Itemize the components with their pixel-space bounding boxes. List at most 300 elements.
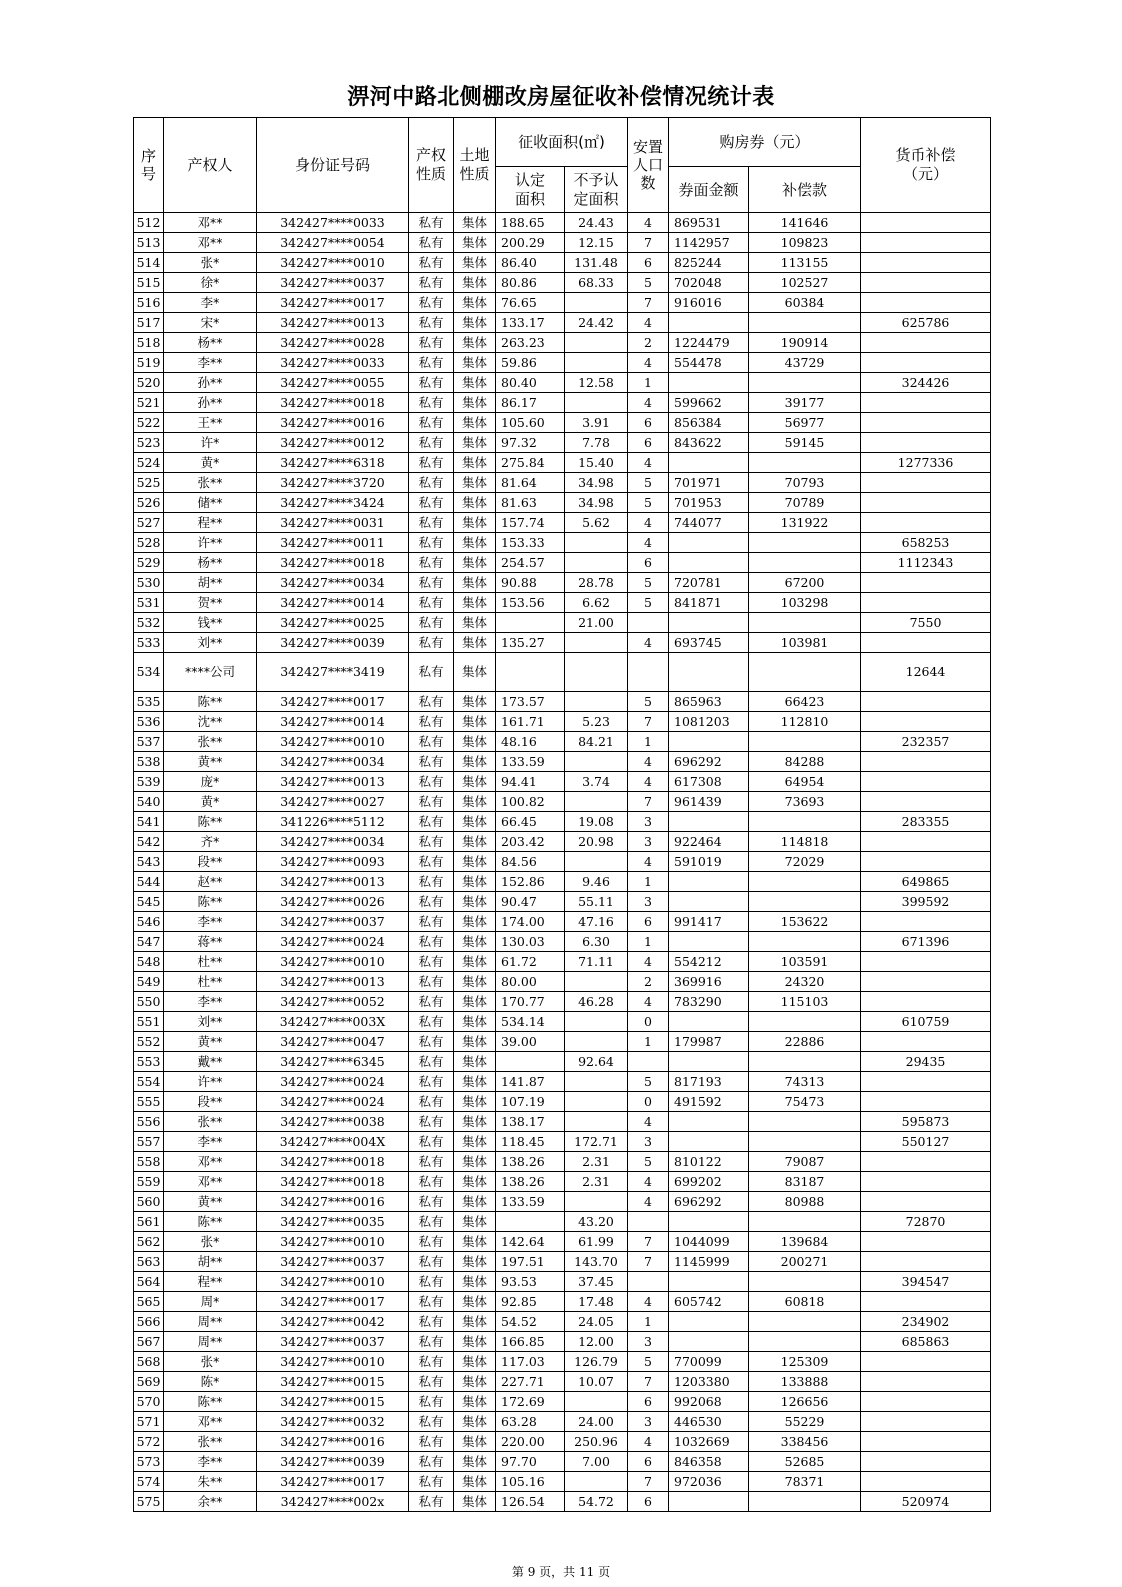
cell-seq: 570 [134,1392,164,1412]
cell-owner: 杜** [164,972,257,992]
cell-people-count: 4 [628,513,669,533]
cell-area-unconfirmed: 3.74 [565,772,628,792]
cell-voucher-comp: 74313 [749,1072,861,1092]
cell-area-unconfirmed: 12.15 [565,233,628,253]
cell-people-count: 0 [628,1012,669,1032]
cell-property-nature: 私有 [409,393,454,413]
cell-land-nature: 集体 [454,253,496,273]
cell-area-unconfirmed: 15.40 [565,453,628,473]
table-row [134,653,991,692]
cell-owner: 陈** [164,1392,257,1412]
table-row [134,1292,991,1312]
cell-area-unconfirmed: 43.20 [565,1212,628,1232]
cell-id-number: 342427****0015 [257,1392,409,1412]
cell-voucher-face: 720781 [669,573,749,593]
cell-owner: 程** [164,1272,257,1292]
cell-id-number: 342427****0017 [257,293,409,313]
cell-cash-compensation: 649865 [861,872,991,892]
cell-id-number: 342427****0093 [257,852,409,872]
cell-id-number: 342427****0017 [257,692,409,712]
cell-land-nature: 集体 [454,1072,496,1092]
cell-property-nature: 私有 [409,912,454,932]
header-id-number: 身份证号码 [257,118,409,213]
cell-property-nature: 私有 [409,852,454,872]
cell-voucher-face [669,313,749,333]
cell-cash-compensation [861,1072,991,1092]
cell-owner: 段** [164,1092,257,1112]
cell-voucher-comp: 112810 [749,712,861,732]
cell-owner: 刘** [164,633,257,653]
cell-area-unconfirmed [565,553,628,573]
table-row [134,373,991,393]
cell-area-confirmed: 59.86 [496,353,565,373]
cell-area-unconfirmed [565,1012,628,1032]
cell-owner: 程** [164,513,257,533]
cell-cash-compensation [861,792,991,812]
cell-voucher-comp [749,812,861,832]
cell-voucher-face: 599662 [669,393,749,413]
table-row [134,533,991,553]
cell-seq: 544 [134,872,164,892]
cell-property-nature: 私有 [409,653,454,692]
cell-seq: 551 [134,1012,164,1032]
cell-people-count: 4 [628,1292,669,1312]
cell-people-count: 2 [628,972,669,992]
table-row [134,273,991,293]
cell-property-nature: 私有 [409,892,454,912]
cell-area-confirmed: 66.45 [496,812,565,832]
cell-area-confirmed: 39.00 [496,1032,565,1052]
cell-land-nature: 集体 [454,453,496,473]
cell-id-number: 342427****004X [257,1132,409,1152]
cell-id-number: 342427****6318 [257,453,409,473]
cell-property-nature: 私有 [409,1092,454,1112]
cell-area-confirmed: 97.70 [496,1452,565,1472]
cell-seq: 556 [134,1112,164,1132]
cell-cash-compensation: 283355 [861,812,991,832]
cell-cash-compensation: 595873 [861,1112,991,1132]
cell-voucher-comp [749,732,861,752]
table-row [134,692,991,712]
cell-seq: 523 [134,433,164,453]
cell-id-number: 342427****0034 [257,832,409,852]
cell-property-nature: 私有 [409,1352,454,1372]
cell-seq: 525 [134,473,164,493]
cell-voucher-face [669,613,749,633]
cell-id-number: 342427****0010 [257,1272,409,1292]
cell-seq: 529 [134,553,164,573]
cell-voucher-comp: 60384 [749,293,861,313]
cell-people-count: 4 [628,752,669,772]
cell-property-nature: 私有 [409,752,454,772]
cell-area-unconfirmed [565,1072,628,1092]
cell-id-number: 342427****0013 [257,313,409,333]
cell-people-count: 5 [628,473,669,493]
cell-people-count: 5 [628,692,669,712]
cell-cash-compensation [861,752,991,772]
cell-seq: 512 [134,213,164,233]
cell-id-number: 342427****0010 [257,1232,409,1252]
cell-voucher-comp [749,892,861,912]
cell-land-nature: 集体 [454,1432,496,1452]
cell-owner: 黄** [164,752,257,772]
table-row [134,573,991,593]
cell-seq: 560 [134,1192,164,1212]
cell-people-count: 6 [628,1392,669,1412]
cell-area-confirmed: 133.59 [496,752,565,772]
cell-area-confirmed: 80.86 [496,273,565,293]
table-row [134,1132,991,1152]
header-voucher-face: 券面金额 [669,167,749,213]
cell-cash-compensation: 550127 [861,1132,991,1152]
cell-area-unconfirmed: 61.99 [565,1232,628,1252]
cell-property-nature: 私有 [409,692,454,712]
cell-people-count: 5 [628,1352,669,1372]
cell-land-nature: 集体 [454,1212,496,1232]
cell-voucher-face [669,732,749,752]
cell-id-number: 342427****0017 [257,1472,409,1492]
cell-owner: 段** [164,852,257,872]
cell-id-number: 342427****0032 [257,1412,409,1432]
cell-property-nature: 私有 [409,1332,454,1352]
table-row [134,1452,991,1472]
cell-property-nature: 私有 [409,1172,454,1192]
cell-id-number: 342427****0016 [257,413,409,433]
cell-cash-compensation: 7550 [861,613,991,633]
cell-property-nature: 私有 [409,593,454,613]
cell-land-nature: 集体 [454,1092,496,1112]
cell-people-count: 6 [628,1452,669,1472]
cell-cash-compensation [861,1472,991,1492]
cell-area-confirmed: 100.82 [496,792,565,812]
cell-cash-compensation: 232357 [861,732,991,752]
cell-area-unconfirmed: 24.00 [565,1412,628,1432]
cell-voucher-face: 591019 [669,852,749,872]
cell-owner: 余** [164,1492,257,1512]
cell-land-nature: 集体 [454,213,496,233]
cell-area-unconfirmed: 143.70 [565,1252,628,1272]
cell-owner: 张* [164,1232,257,1252]
cell-area-confirmed: 80.40 [496,373,565,393]
cell-land-nature: 集体 [454,1332,496,1352]
cell-land-nature: 集体 [454,413,496,433]
cell-area-confirmed: 93.53 [496,1272,565,1292]
cell-area-unconfirmed [565,1092,628,1112]
cell-property-nature: 私有 [409,1232,454,1252]
table-row [134,433,991,453]
cell-property-nature: 私有 [409,513,454,533]
cell-area-unconfirmed [565,333,628,353]
cell-property-nature: 私有 [409,213,454,233]
cell-seq: 514 [134,253,164,273]
cell-area-unconfirmed: 28.78 [565,573,628,593]
cell-area-confirmed: 254.57 [496,553,565,573]
cell-area-unconfirmed [565,1112,628,1132]
cell-voucher-comp [749,653,861,692]
cell-area-confirmed: 152.86 [496,872,565,892]
table-row [134,1152,991,1172]
cell-seq: 537 [134,732,164,752]
cell-people-count: 4 [628,992,669,1012]
cell-area-unconfirmed: 84.21 [565,732,628,752]
cell-people-count: 7 [628,233,669,253]
cell-land-nature: 集体 [454,473,496,493]
header-area-unconfirmed: 不予认定面积 [565,167,628,213]
cell-owner: 贺** [164,593,257,613]
cell-id-number: 342427****0015 [257,1372,409,1392]
cell-id-number: 342427****0038 [257,1112,409,1132]
cell-property-nature: 私有 [409,1032,454,1052]
cell-area-unconfirmed [565,972,628,992]
cell-people-count: 6 [628,433,669,453]
cell-cash-compensation: 72870 [861,1212,991,1232]
cell-land-nature: 集体 [454,832,496,852]
cell-land-nature: 集体 [454,273,496,293]
cell-seq: 573 [134,1452,164,1472]
cell-cash-compensation [861,692,991,712]
cell-voucher-comp: 78371 [749,1472,861,1492]
cell-people-count: 4 [628,1192,669,1212]
header-people-count: 安置人口数 [628,118,669,213]
cell-seq: 552 [134,1032,164,1052]
cell-area-confirmed: 133.17 [496,313,565,333]
cell-voucher-comp: 73693 [749,792,861,812]
cell-cash-compensation: 685863 [861,1332,991,1352]
cell-area-unconfirmed: 12.58 [565,373,628,393]
cell-voucher-face: 991417 [669,912,749,932]
cell-owner: 许** [164,533,257,553]
cell-area-unconfirmed: 24.05 [565,1312,628,1332]
table-row [134,1372,991,1392]
cell-people-count: 3 [628,1412,669,1432]
cell-area-confirmed: 105.60 [496,413,565,433]
cell-land-nature: 集体 [454,872,496,892]
cell-voucher-comp: 103298 [749,593,861,613]
cell-area-confirmed: 220.00 [496,1432,565,1452]
cell-id-number: 342427****0024 [257,1092,409,1112]
cell-area-confirmed: 138.17 [496,1112,565,1132]
page-title: 淠河中路北侧棚改房屋征收补偿情况统计表 [347,85,775,110]
cell-id-number: 342427****0055 [257,373,409,393]
cell-area-confirmed: 157.74 [496,513,565,533]
cell-voucher-face: 696292 [669,752,749,772]
cell-owner: 王** [164,413,257,433]
cell-owner: 周* [164,1292,257,1312]
cell-area-confirmed: 138.26 [496,1152,565,1172]
cell-property-nature: 私有 [409,1392,454,1412]
cell-area-confirmed: 188.65 [496,213,565,233]
cell-owner: 黄** [164,1032,257,1052]
cell-seq: 564 [134,1272,164,1292]
cell-cash-compensation [861,233,991,253]
cell-voucher-face [669,1312,749,1332]
cell-voucher-face: 744077 [669,513,749,533]
cell-seq: 557 [134,1132,164,1152]
cell-people-count: 4 [628,1432,669,1452]
cell-voucher-comp [749,1492,861,1512]
cell-property-nature: 私有 [409,1212,454,1232]
cell-people-count: 1 [628,1032,669,1052]
cell-people-count: 4 [628,772,669,792]
cell-voucher-face: 817193 [669,1072,749,1092]
cell-id-number: 342427****0026 [257,892,409,912]
cell-property-nature: 私有 [409,313,454,333]
cell-owner: 孙** [164,393,257,413]
cell-property-nature: 私有 [409,772,454,792]
cell-id-number: 342427****0018 [257,393,409,413]
cell-area-unconfirmed [565,1472,628,1492]
cell-area-confirmed: 76.65 [496,293,565,313]
cell-owner: 宋* [164,313,257,333]
table-row [134,1492,991,1512]
cell-land-nature: 集体 [454,633,496,653]
table-row [134,772,991,792]
cell-owner: 徐* [164,273,257,293]
cell-voucher-face: 972036 [669,1472,749,1492]
cell-area-unconfirmed: 92.64 [565,1052,628,1072]
cell-property-nature: 私有 [409,972,454,992]
cell-id-number: 342427****0016 [257,1192,409,1212]
cell-cash-compensation: 625786 [861,313,991,333]
cell-people-count: 4 [628,852,669,872]
cell-area-confirmed: 48.16 [496,732,565,752]
cell-area-unconfirmed [565,852,628,872]
cell-cash-compensation: 1277336 [861,453,991,473]
cell-seq: 546 [134,912,164,932]
cell-area-unconfirmed: 54.72 [565,1492,628,1512]
cell-seq: 574 [134,1472,164,1492]
cell-voucher-comp: 64954 [749,772,861,792]
cell-people-count: 5 [628,273,669,293]
cell-seq: 568 [134,1352,164,1372]
cell-area-confirmed: 61.72 [496,952,565,972]
cell-id-number: 342427****0037 [257,912,409,932]
cell-area-confirmed: 81.63 [496,493,565,513]
compensation-table [133,117,991,1512]
cell-owner: 孙** [164,373,257,393]
cell-id-number: 342427****0054 [257,233,409,253]
cell-owner: 蒋** [164,932,257,952]
cell-people-count: 5 [628,493,669,513]
table-row [134,353,991,373]
cell-land-nature: 集体 [454,1192,496,1212]
cell-seq: 519 [134,353,164,373]
cell-land-nature: 集体 [454,613,496,633]
cell-seq: 515 [134,273,164,293]
cell-owner: 邓** [164,1152,257,1172]
cell-area-confirmed: 263.23 [496,333,565,353]
cell-people-count: 1 [628,1312,669,1332]
table-row [134,1012,991,1032]
cell-people-count: 7 [628,1372,669,1392]
cell-area-unconfirmed: 5.23 [565,712,628,732]
cell-id-number: 342427****0018 [257,1172,409,1192]
cell-voucher-face [669,1332,749,1352]
cell-area-unconfirmed [565,792,628,812]
cell-land-nature: 集体 [454,952,496,972]
cell-seq: 548 [134,952,164,972]
cell-seq: 517 [134,313,164,333]
cell-land-nature: 集体 [454,1172,496,1192]
cell-property-nature: 私有 [409,273,454,293]
cell-owner: 黄** [164,1192,257,1212]
cell-property-nature: 私有 [409,1292,454,1312]
cell-area-unconfirmed: 17.48 [565,1292,628,1312]
table-row [134,792,991,812]
cell-id-number: 342427****0011 [257,533,409,553]
cell-id-number: 342427****0017 [257,1292,409,1312]
cell-voucher-comp: 103591 [749,952,861,972]
cell-area-unconfirmed [565,1392,628,1412]
cell-seq: 539 [134,772,164,792]
cell-voucher-comp [749,1312,861,1332]
cell-cash-compensation: 610759 [861,1012,991,1032]
cell-people-count: 4 [628,633,669,653]
cell-owner: 陈* [164,1372,257,1392]
cell-people-count: 4 [628,393,669,413]
cell-voucher-face: 856384 [669,413,749,433]
table-row [134,1032,991,1052]
cell-voucher-comp: 80988 [749,1192,861,1212]
cell-seq: 567 [134,1332,164,1352]
cell-owner: 周** [164,1312,257,1332]
cell-owner: 周** [164,1332,257,1352]
table-row [134,912,991,932]
cell-area-unconfirmed: 47.16 [565,912,628,932]
cell-voucher-comp: 338456 [749,1432,861,1452]
cell-seq: 526 [134,493,164,513]
cell-seq: 555 [134,1092,164,1112]
cell-area-confirmed: 173.57 [496,692,565,712]
cell-voucher-comp [749,373,861,393]
cell-area-confirmed: 275.84 [496,453,565,473]
cell-area-unconfirmed: 131.48 [565,253,628,273]
cell-people-count: 2 [628,333,669,353]
cell-id-number: 342427****0018 [257,553,409,573]
cell-property-nature: 私有 [409,992,454,1012]
cell-people-count: 0 [628,1092,669,1112]
cell-id-number: 342427****0013 [257,872,409,892]
cell-area-unconfirmed: 19.08 [565,812,628,832]
cell-area-unconfirmed: 2.31 [565,1172,628,1192]
cell-area-confirmed: 161.71 [496,712,565,732]
cell-land-nature: 集体 [454,1312,496,1332]
cell-id-number: 342427****002x [257,1492,409,1512]
cell-voucher-comp: 83187 [749,1172,861,1192]
cell-voucher-face: 916016 [669,293,749,313]
cell-property-nature: 私有 [409,1452,454,1472]
cell-owner: 李** [164,353,257,373]
cell-cash-compensation [861,1232,991,1252]
cell-area-unconfirmed [565,1032,628,1052]
cell-id-number: 342427****0010 [257,952,409,972]
cell-cash-compensation: 658253 [861,533,991,553]
cell-people-count: 7 [628,712,669,732]
cell-people-count: 7 [628,792,669,812]
cell-cash-compensation [861,1152,991,1172]
cell-seq: 561 [134,1212,164,1232]
cell-id-number: 342427****3720 [257,473,409,493]
cell-id-number: 342427****0035 [257,1212,409,1232]
cell-area-unconfirmed: 34.98 [565,473,628,493]
cell-area-unconfirmed: 10.07 [565,1372,628,1392]
cell-land-nature: 集体 [454,1292,496,1312]
cell-voucher-face [669,533,749,553]
cell-voucher-face: 369916 [669,972,749,992]
cell-area-confirmed: 142.64 [496,1232,565,1252]
cell-land-nature: 集体 [454,393,496,413]
table-row [134,553,991,573]
